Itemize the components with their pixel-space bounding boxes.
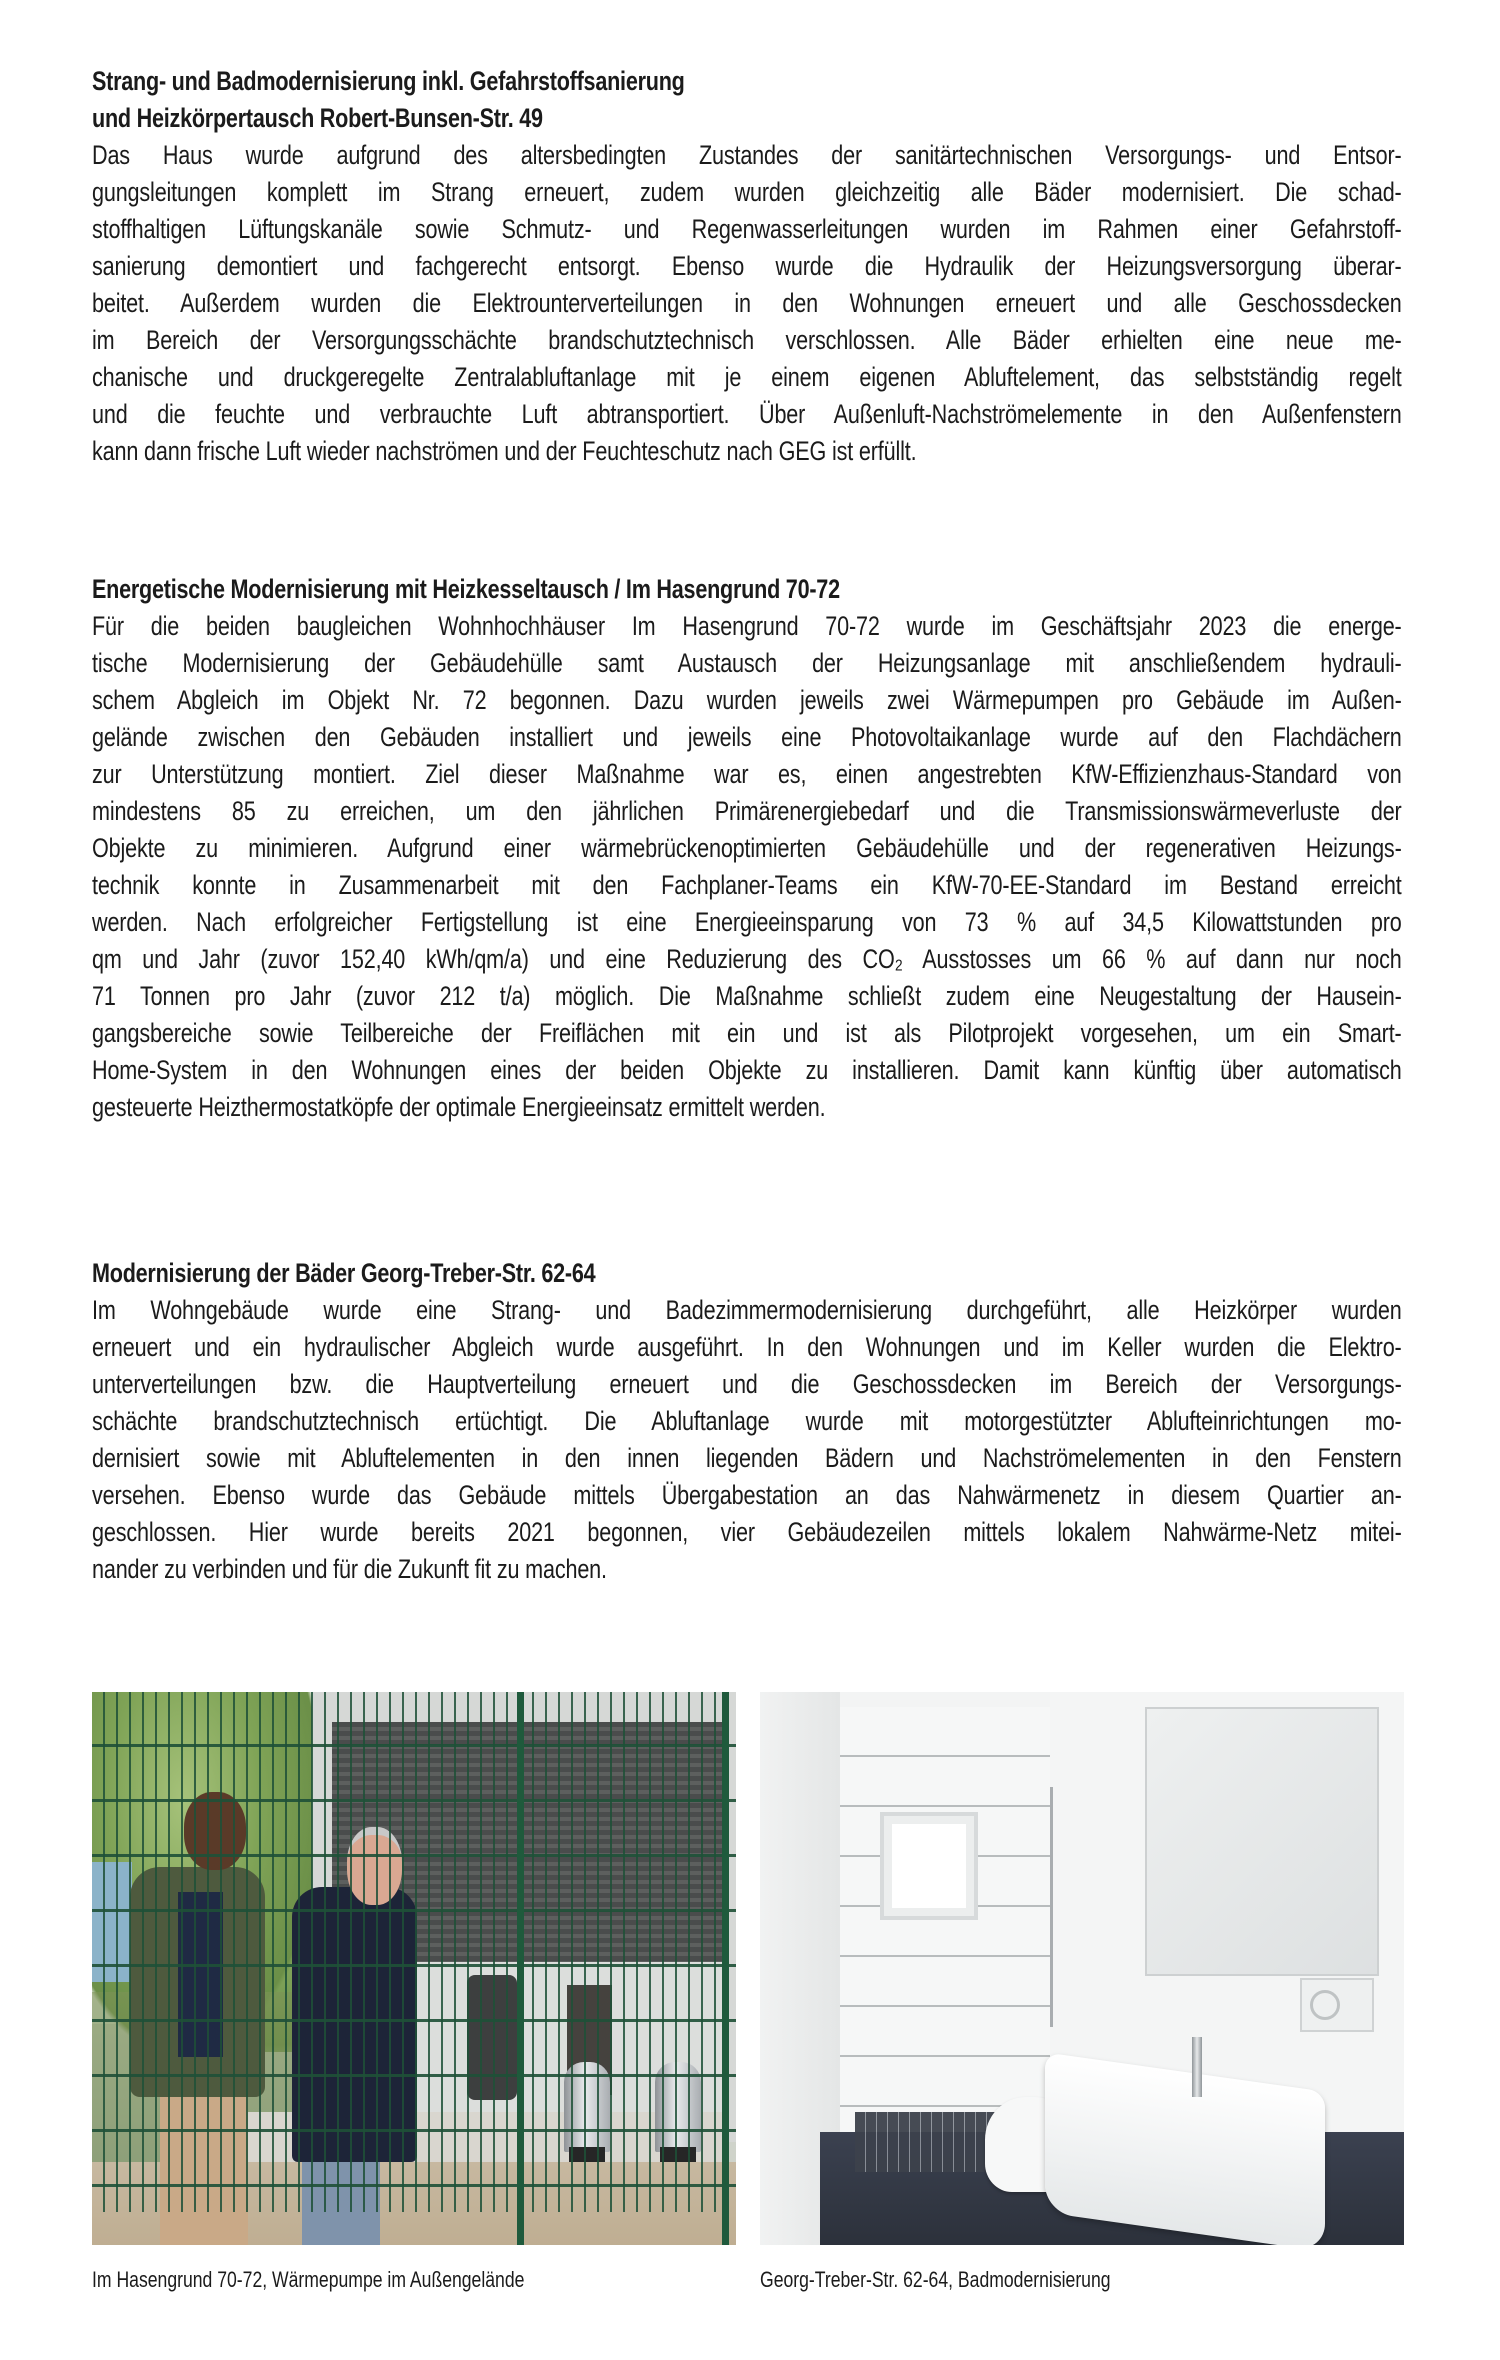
- section-heading-line: Energetische Modernisierung mit Heizkesseltausch / Im Hasengrund 70-72: [92, 574, 840, 604]
- section-heading-line: Modernisierung der Bäder Georg-Treber-Str. 62-64: [92, 1258, 596, 1288]
- faucet: [1192, 2037, 1202, 2097]
- body-line: gungsleitungen komplett im Strang erneuert, zudem wurden gleichzeitig alle Bäder modernisiert. Die schad-: [92, 177, 1402, 207]
- body-line: schächte brandschutztechnisch ertüchtigt. Die Abluftanlage wurde mit motorgestützter Ablufteinrichtungen mo-: [92, 1406, 1402, 1436]
- body-line: qm und Jahr (zuvor 152,40 kWh/qm/a) und eine Reduzierung des CO₂ Ausstosses um 66 % auf dann nur noch: [92, 944, 1402, 974]
- photo-bathroom: [760, 1692, 1404, 2245]
- section-robert-bunsen-str: [92, 63, 1402, 470]
- fence-post: [517, 1692, 524, 2245]
- body-line: Im Wohngebäude wurde eine Strang- und Badezimmermodernisierung durchgeführt, alle Heizkörper wurden: [92, 1295, 1402, 1325]
- fence-post: [722, 1692, 729, 2245]
- photo-caption: Im Hasengrund 70-72, Wärmepumpe im Außengelände: [92, 2267, 525, 2292]
- body-line: schem Abgleich im Objekt Nr. 72 begonnen. Dazu wurden jeweils zwei Wärmepumpen pro Gebäude im Außen-: [92, 685, 1402, 715]
- body-line: unterverteilungen bzw. die Hauptverteilung erneuert und die Geschossdecken im Bereich der Versorgungs-: [92, 1369, 1402, 1399]
- body-line: chanische und druckgeregelte Zentralabluftanlage mit je einem eigenen Abluftelement, das selbstständig regelt: [92, 362, 1402, 392]
- body-line: sanierung demontiert und fachgerecht entsorgt. Ebenso wurde die Hydraulik der Heizungsversorgung überar-: [92, 251, 1402, 281]
- body-line: Home-System in den Wohnungen eines der beiden Objekte zu installieren. Damit kann künftig über automatisch: [92, 1055, 1402, 1085]
- photo-caption: Georg-Treber-Str. 62-64, Badmodernisierung: [760, 2267, 1111, 2292]
- shower-rail: [1050, 1787, 1053, 2027]
- body-line: stoffhaltigen Lüftungskanäle sowie Schmutz- und Regenwasserleitungen wurden im Rahmen einer Gefahrstoff-: [92, 214, 1402, 244]
- section-georg-treber-str: [92, 1255, 1402, 1588]
- section-im-hasengrund: [92, 571, 1402, 1126]
- body-line: erneuert und ein hydraulischer Abgleich wurde ausgeführt. In den Wohnungen und im Keller wurden die Elektro-: [92, 1332, 1402, 1362]
- back-wall-tiles: [840, 1707, 1050, 2137]
- mirror: [1145, 1707, 1379, 1976]
- body-line: dernisiert sowie mit Abluftelementen in den innen liegenden Bädern und Nachströmelementen in den Fenstern: [92, 1443, 1402, 1473]
- body-line: beitet. Außerdem wurden die Elektrounterverteilungen in den Wohnungen erneuert und alle Geschossdecken: [92, 288, 1402, 318]
- body-line: gesteuerte Heizthermostatköpfe der optimale Energieeinsatz ermittelt werden.: [92, 1092, 826, 1122]
- body-line: tische Modernisierung der Gebäudehülle samt Austausch der Heizungsanlage mit anschließendem hydrauli-: [92, 648, 1402, 678]
- section-heading-line: und Heizkörpertausch Robert-Bunsen-Str. 49: [92, 103, 543, 133]
- section-heading-line: Strang- und Badmodernisierung inkl. Gefahrstoffsanierung: [92, 66, 685, 96]
- body-line: im Bereich der Versorgungsschächte brandschutztechnisch verschlossen. Alle Bäder erhielten eine neue me-: [92, 325, 1402, 355]
- body-line: versehen. Ebenso wurde das Gebäude mittels Übergabestation an das Nahwärmenetz in diesem Quartier an-: [92, 1480, 1402, 1510]
- body-line: gangsbereiche sowie Teilbereiche der Freiflächen mit ein und ist als Pilotprojekt vorgesehen, um ein Smart-: [92, 1018, 1402, 1048]
- body-line: technik konnte in Zusammenarbeit mit den Fachplaner-Teams ein KfW-70-EE-Standard im Bestand erreicht: [92, 870, 1402, 900]
- body-line: gelände zwischen den Gebäuden installiert und jeweils eine Photovoltaikanlage wurde auf den Flachdächern: [92, 722, 1402, 752]
- body-line: kann dann frische Luft wieder nachströmen und der Feuchteschutz nach GEG ist erfüllt.: [92, 436, 917, 466]
- body-line: Für die beiden baugleichen Wohnhochhäuser Im Hasengrund 70-72 wurde im Geschäftsjahr 2023 die energe-: [92, 611, 1402, 641]
- body-line: werden. Nach erfolgreicher Fertigstellung ist eine Energieeinsparung von 73 % auf 34,5 Kilowattstunden pro: [92, 907, 1402, 937]
- body-line: und die feuchte und verbrauchte Luft abtransportiert. Über Außenluft-Nachströmelemente in den Außenfenstern: [92, 399, 1402, 429]
- body-line: Das Haus wurde aufgrund des altersbedingten Zustandes der sanitärtechnischen Versorgungs- und Entsor-: [92, 140, 1402, 170]
- body-line: geschlossen. Hier wurde bereits 2021 begonnen, vier Gebäudezeilen mittels lokalem Nahwärme-Netz mitei-: [92, 1517, 1402, 1547]
- body-line: nander zu verbinden und für die Zukunft fit zu machen.: [92, 1554, 607, 1584]
- window: [880, 1812, 978, 1920]
- body-line: 71 Tonnen pro Jahr (zuvor 212 t/a) möglich. Die Maßnahme schließt zudem eine Neugestaltung der Hausein-: [92, 981, 1402, 1011]
- body-line: mindestens 85 zu erreichen, um den jährlichen Primärenergiebedarf und die Transmissionswärmeverluste der: [92, 796, 1402, 826]
- body-line: Objekte zu minimieren. Aufgrund einer wärmebrückenoptimierten Gebäudehülle und der regenerativen Heizungs-: [92, 833, 1402, 863]
- fence: [92, 1692, 736, 2212]
- body-line: zur Unterstützung montiert. Ziel dieser Maßnahme war es, einen angestrebten KfW-Effizienzhaus-Standard von: [92, 759, 1402, 789]
- photo-heat-pump: [92, 1692, 736, 2245]
- power-socket: [1300, 1978, 1374, 2032]
